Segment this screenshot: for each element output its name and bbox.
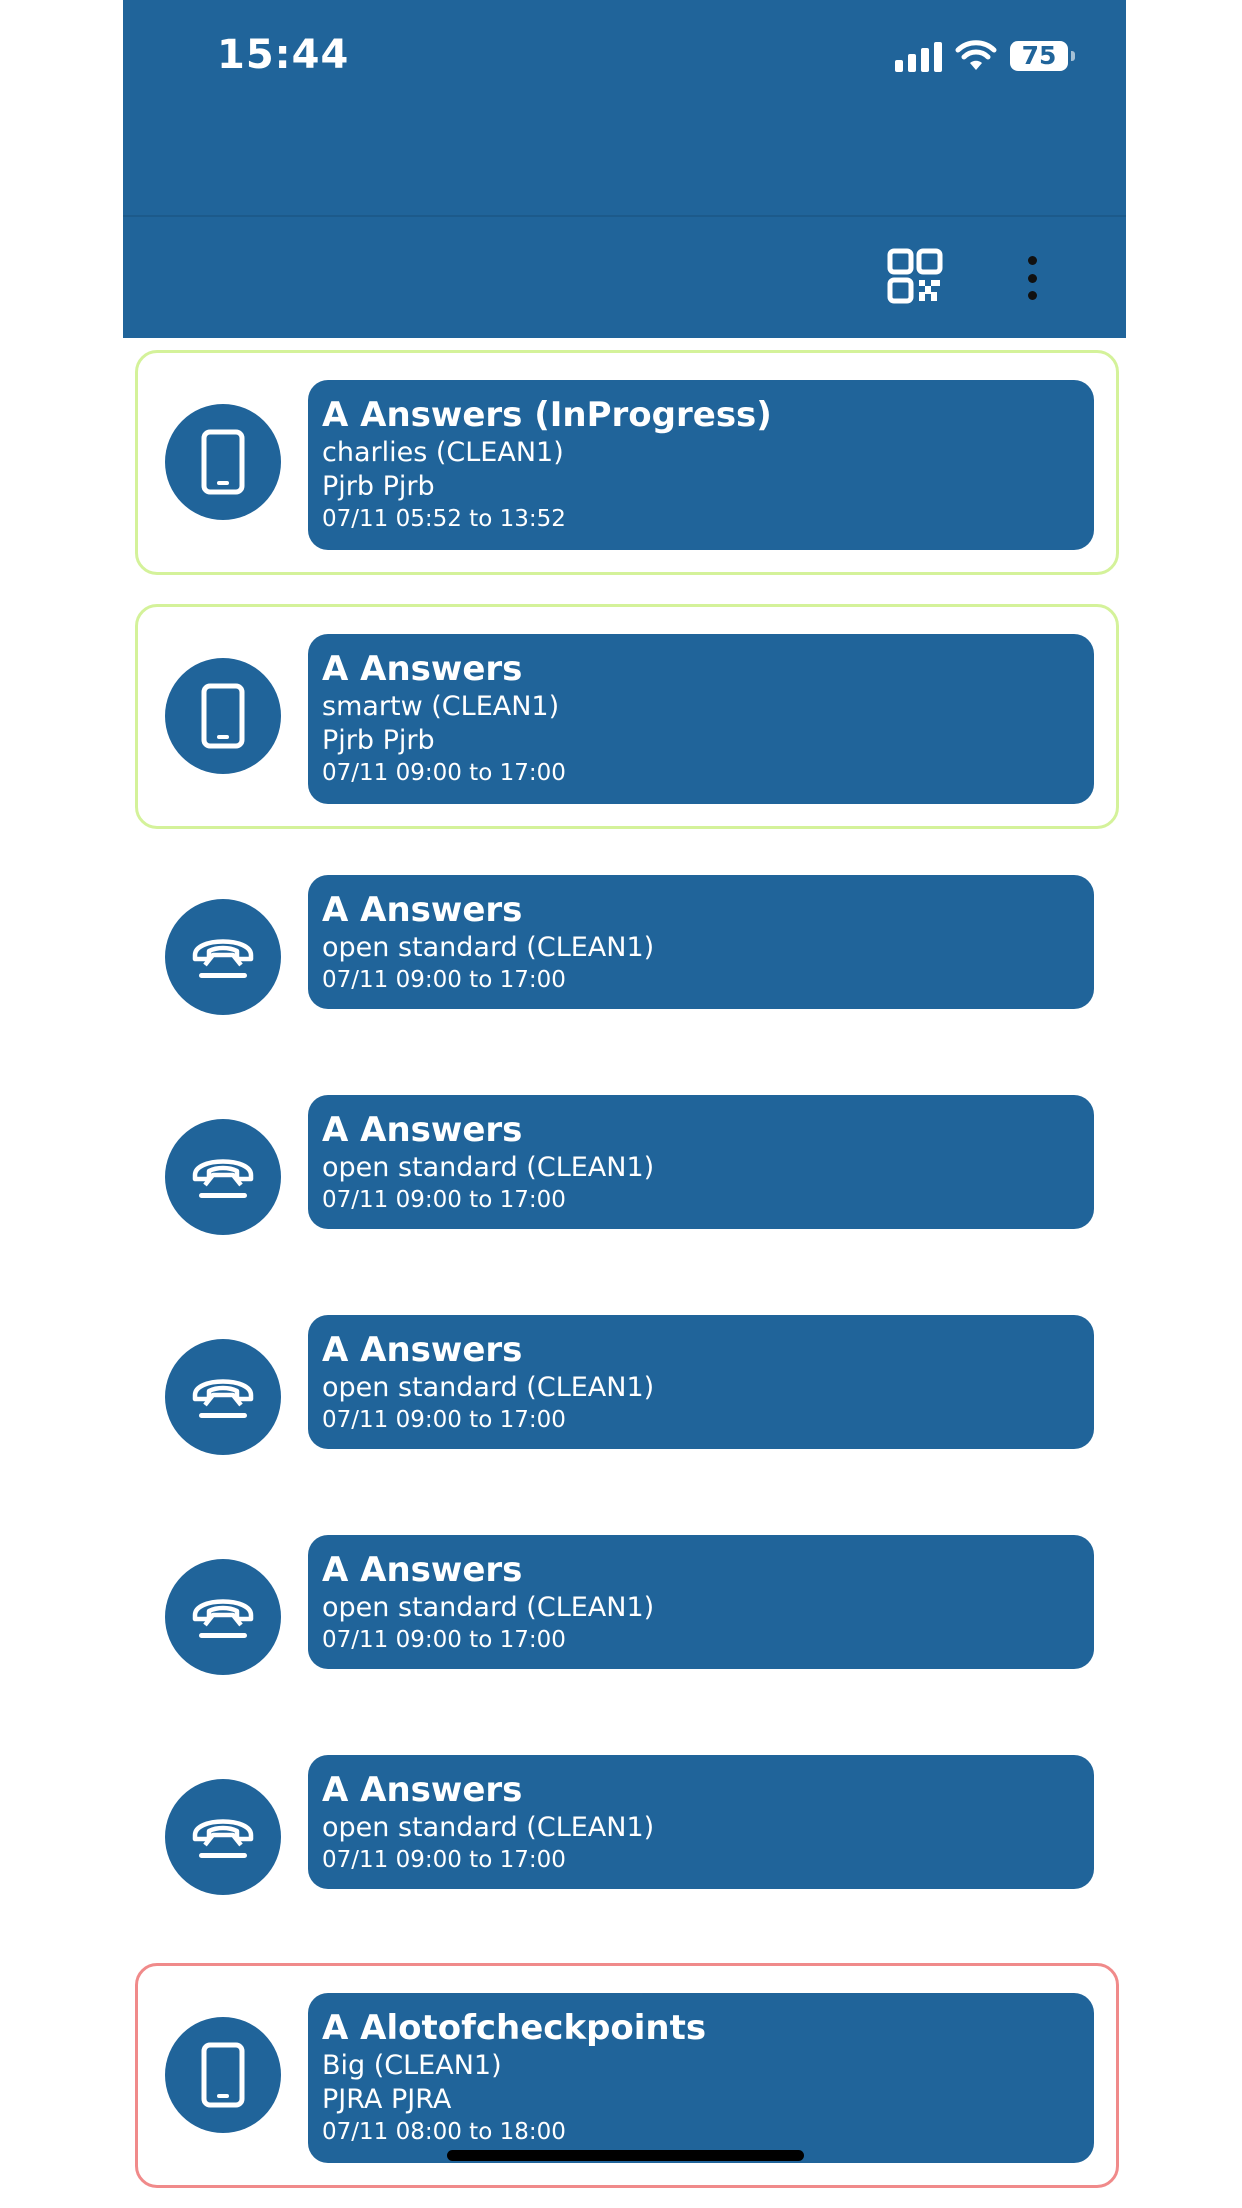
list-item-time: 07/11 05:52 to 13:52 [322, 506, 566, 532]
avatar [165, 2017, 281, 2133]
list-item-card[interactable] [308, 634, 1094, 804]
list-item-subtitle: open standard (CLEAN1) [322, 1812, 655, 1843]
list-item-title: A Answers [322, 1550, 523, 1590]
mobile-phone-icon [201, 429, 245, 495]
list-item-title: A Answers (InProgress) [322, 395, 772, 435]
status-time: 15:44 [217, 32, 350, 78]
list-item-card[interactable] [308, 1535, 1094, 1669]
cellular-signal-icon [895, 40, 942, 72]
list-item-card[interactable] [308, 1095, 1094, 1229]
wifi-icon [956, 40, 996, 72]
list-item-title: A Answers [322, 1330, 523, 1370]
list-item[interactable] [135, 1300, 1119, 1490]
avatar [165, 404, 281, 520]
app-screen [123, 0, 1126, 2208]
list-item-title: A Answers [322, 1770, 523, 1810]
battery-icon: 75 [1010, 41, 1068, 71]
avatar [165, 1339, 281, 1455]
list-item-title: A Answers [322, 890, 523, 930]
home-indicator[interactable] [447, 2150, 804, 2161]
list-item-subtitle: open standard (CLEAN1) [322, 1592, 655, 1623]
avatar [165, 1559, 281, 1675]
list-item-subtitle: charlies (CLEAN1) [322, 437, 564, 468]
list-item-time: 07/11 09:00 to 17:00 [322, 1847, 566, 1873]
list-item-subtitle: open standard (CLEAN1) [322, 1372, 655, 1403]
avatar [165, 658, 281, 774]
menu-dot [1028, 256, 1037, 265]
app-header [123, 0, 1126, 338]
list-item-card[interactable] [308, 1993, 1094, 2163]
list-item-time: 07/11 09:00 to 17:00 [322, 1407, 566, 1433]
more-options-button[interactable] [1021, 256, 1043, 300]
list-item-card[interactable] [308, 380, 1094, 550]
avatar [165, 1779, 281, 1895]
list-item-time: 07/11 09:00 to 17:00 [322, 1627, 566, 1653]
list-item-subtitle: Big (CLEAN1) [322, 2050, 502, 2081]
list-item-title: A Answers [322, 1110, 523, 1150]
list-item-person: PJRA PJRA [322, 2084, 452, 2115]
telephone-icon [189, 931, 257, 983]
qr-code-button[interactable] [887, 248, 943, 304]
menu-dot [1028, 291, 1037, 300]
status-icons [895, 40, 1068, 72]
mobile-phone-icon [201, 2042, 245, 2108]
shift-list[interactable] [123, 350, 1126, 2145]
list-item-subtitle: open standard (CLEAN1) [322, 1152, 655, 1183]
telephone-icon [189, 1591, 257, 1643]
list-item[interactable] [135, 860, 1119, 1050]
list-item-subtitle: smartw (CLEAN1) [322, 691, 560, 722]
list-item-time: 07/11 08:00 to 18:00 [322, 2119, 566, 2145]
list-item-title: A Alotofcheckpoints [322, 2008, 707, 2048]
header-divider [123, 215, 1126, 217]
telephone-icon [189, 1811, 257, 1863]
list-item[interactable] [135, 350, 1119, 575]
list-item[interactable] [135, 1520, 1119, 1710]
list-item-person: Pjrb Pjrb [322, 725, 435, 756]
telephone-icon [189, 1371, 257, 1423]
avatar [165, 899, 281, 1015]
list-item-time: 07/11 09:00 to 17:00 [322, 1187, 566, 1213]
list-item-title: A Answers [322, 649, 523, 689]
list-item-card[interactable] [308, 1315, 1094, 1449]
qr-code-icon [887, 248, 943, 304]
list-item[interactable] [135, 1740, 1119, 1930]
list-item[interactable] [135, 1080, 1119, 1270]
list-item[interactable] [135, 604, 1119, 829]
avatar [165, 1119, 281, 1235]
list-item-person: Pjrb Pjrb [322, 471, 435, 502]
list-item-card[interactable] [308, 875, 1094, 1009]
list-item-time: 07/11 09:00 to 17:00 [322, 760, 566, 786]
menu-dot [1028, 274, 1037, 283]
list-item-subtitle: open standard (CLEAN1) [322, 932, 655, 963]
telephone-icon [189, 1151, 257, 1203]
mobile-phone-icon [201, 683, 245, 749]
list-item-time: 07/11 09:00 to 17:00 [322, 967, 566, 993]
list-item-card[interactable] [308, 1755, 1094, 1889]
